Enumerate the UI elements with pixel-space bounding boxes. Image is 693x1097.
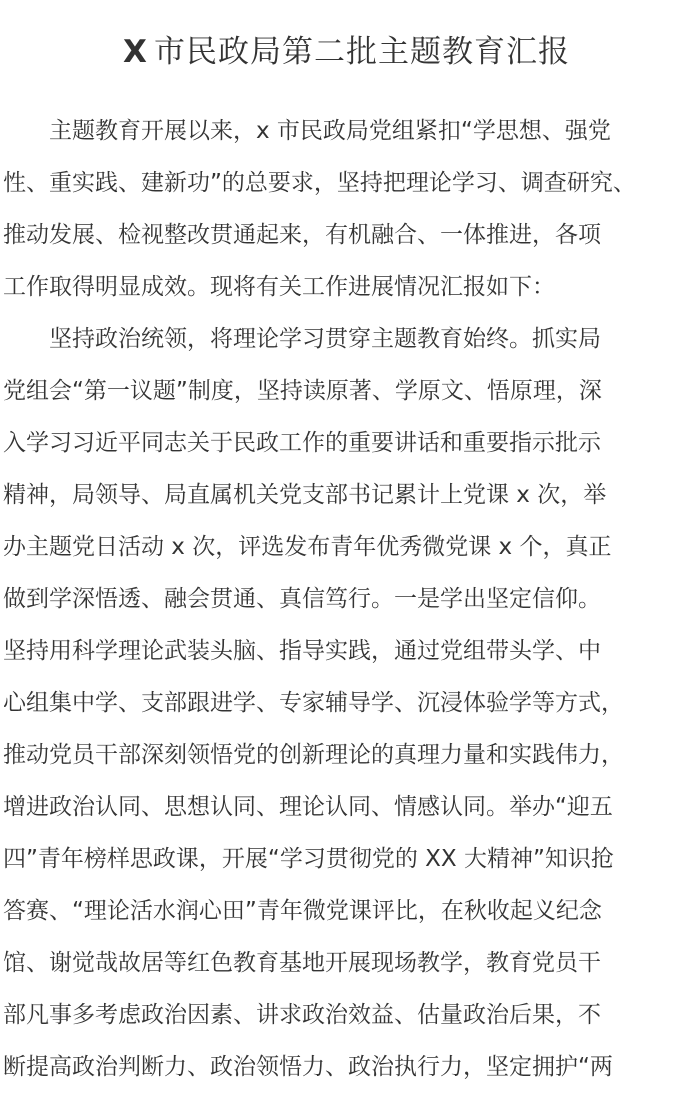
body-line: 办主题党日活动 x 次，评选发布青年优秀微党课 x 个，真正 [3, 534, 612, 560]
document-title-mark: X [123, 34, 148, 70]
document-title-text: 市民政局第二批主题教育汇报 [153, 34, 570, 70]
body-line: 推动发展、检视整改贯通起来，有机融合、一体推进，各项 [3, 222, 601, 248]
body-line: 性、重实践、建新功”的总要求，坚持把理论学习、调查研究、 [3, 170, 636, 196]
body-line: 心组集中学、支部跟进学、专家辅导学、沉浸体验学等方式， [3, 690, 624, 716]
body-line: 增进政治认同、思想认同、理论认同、情感认同。举办“迎五 [3, 794, 613, 820]
body-line: 主题教育开展以来，x 市民政局党组紧扣“学思想、强党 [3, 118, 611, 144]
body-line: 党组会“第一议题”制度，坚持读原著、学原文、悟原理，深 [3, 378, 602, 404]
body-line: 馆、谢觉哉故居等红色教育基地开展现场教学，教育党员干 [3, 950, 601, 976]
body-line: 推动党员干部深刻领悟党的创新理论的真理力量和实践伟力， [3, 742, 624, 768]
body-line: 四”青年榜样思政课，开展“学习贯彻党的 XX 大精神”知识抢 [3, 846, 614, 872]
body-line: 坚持用科学理论武装头脑、指导实践，通过党组带头学、中 [3, 638, 601, 664]
body-line: 部凡事多考虑政治因素、讲求政治效益、估量政治后果，不 [3, 1002, 601, 1028]
document-title [0, 28, 693, 76]
body-line: 精神，局领导、局直属机关党支部书记累计上党课 x 次，举 [3, 482, 607, 508]
body-line: 答赛、“理论活水润心田”青年微党课评比，在秋收起义纪念 [3, 898, 602, 924]
body-line: 做到学深悟透、融会贯通、真信笃行。一是学出坚定信仰。 [3, 586, 601, 612]
body-line: 入学习习近平同志关于民政工作的重要讲话和重要指示批示 [3, 430, 601, 456]
body-line: 坚持政治统领，将理论学习贯穿主题教育始终。抓实局 [3, 326, 601, 352]
body-line: 断提高政治判断力、政治领悟力、政治执行力，坚定拥护“两 [3, 1054, 613, 1080]
body-line: 工作取得明显成效。现将有关工作进展情况汇报如下： [3, 274, 555, 300]
